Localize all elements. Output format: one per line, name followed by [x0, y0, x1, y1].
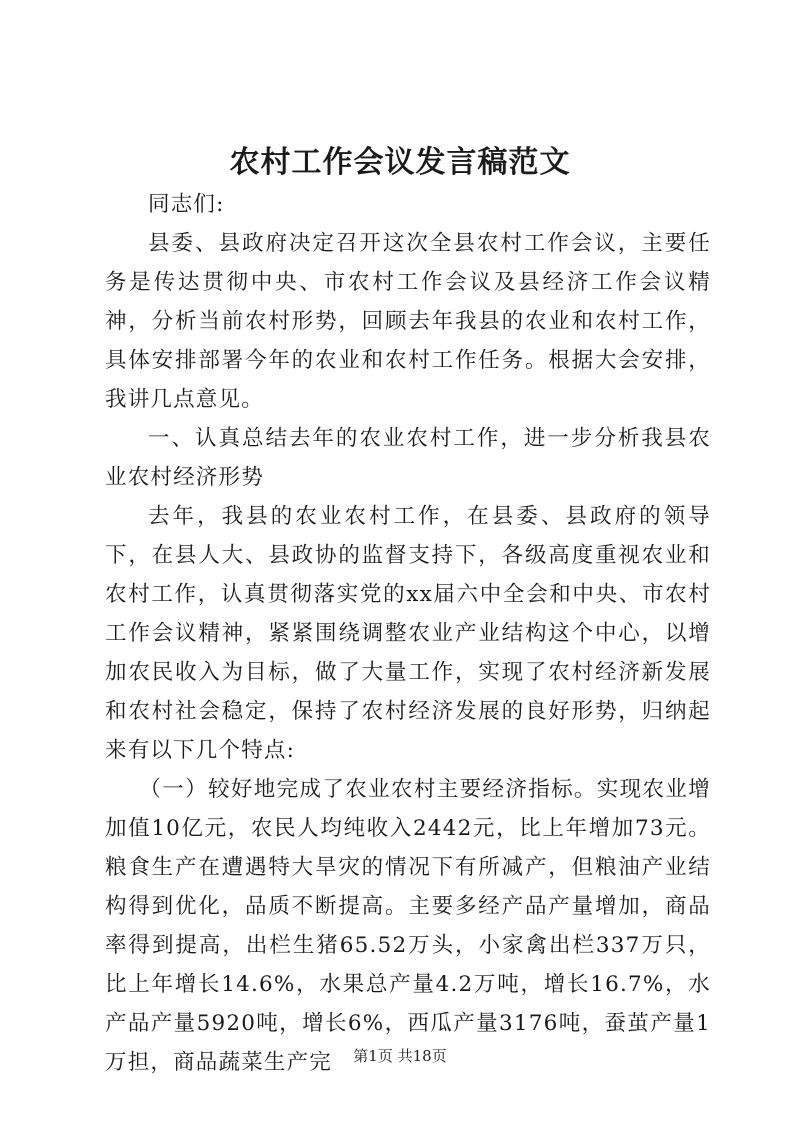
- section-heading-paragraph: 一、认真总结去年的农业农村工作，进一步分析我县农业农村经济形势: [105, 426, 711, 490]
- body-paragraph: 去年，我县的农业农村工作，在县委、县政府的领导下，在县人大、县政协的监督支持下，各级高度重视农业和农村工作，认真贯彻落实党的xx届六中全会和中央、市农村工作会议精神，紧紧围绕调整农业产业结构这个中心，以增加农民收入为目标，做了大量工作，实现了农村经济新发展和农村社会稳定，保持了农村经济发展的良好形势，归纳起来有以下几个特点:: [105, 504, 711, 763]
- page-number-footer: 第1页 共18页: [353, 1047, 447, 1065]
- intro-paragraph: 县委、县政府决定召开这次全县农村工作会议，主要任务是传达贯彻中央、市农村工作会议及县经济工作会议精神，分析当前农村形势，回顾去年我县的农业和农村工作，具体安排部署今年的农业和农村工作任务。根据大会安排，我讲几点意见。: [105, 231, 711, 412]
- document-title: 农村工作会议发言稿范文: [229, 145, 571, 180]
- document-body: [105, 185, 711, 1082]
- salutation-paragraph: 同志们:: [148, 192, 225, 217]
- list-item-paragraph: （一）较好地完成了农业农村主要经济指标。实现农业增加值10亿元，农民人均纯收入2442元，比上年增加73元。粮食生产在遭遇特大旱灾的情况下有所减产，但粮油产业结构得到优化，品质不断提高。主要多经产品产量增加，商品率得到提高，出栏生猪65.52万头，小家禽出栏337万只，比上年增长14.6%，水果总产量4.2万吨，增长16.7%，水产品产量5920吨，增长6%，西瓜产量3176吨，蚕茧产量1万担，商品蔬菜生产完: [105, 777, 711, 1075]
